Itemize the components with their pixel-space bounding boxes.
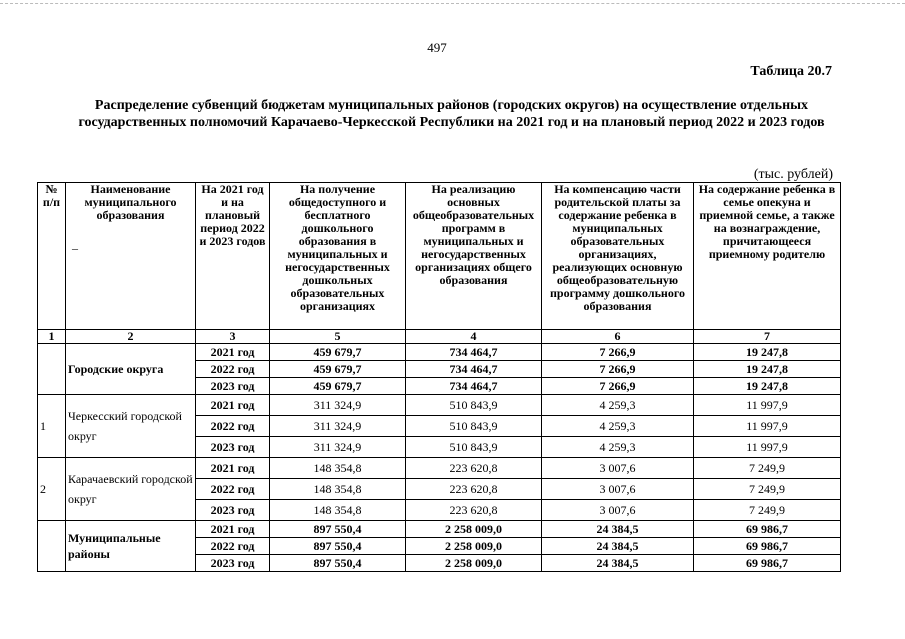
value-col5: 459 679,7	[270, 344, 406, 361]
value-col5: 311 324,9	[270, 416, 406, 437]
row-number: 1	[38, 395, 66, 458]
value-col7: 7 249,9	[694, 500, 841, 521]
year-cell: 2023 год	[196, 500, 270, 521]
table-row	[38, 344, 841, 361]
value-col4: 734 464,7	[406, 378, 542, 395]
document-title: Распределение субвенций бюджетам муниципальных районов (городских округов) на осуществление отдельных государственных полномочий Карачаево-Черкесской Республики на 2021 год и на плановый период 2022 и 2023 годов	[78, 98, 825, 130]
value-col7: 7 249,9	[694, 458, 841, 479]
header-col7: На содержание ребенка в семье опекуна и приемной семье, а также на вознаграждение, причитающееся приемному родителю	[694, 183, 841, 330]
year-cell: 2021 год	[196, 521, 270, 538]
table-row	[38, 458, 841, 479]
column-number: 6	[542, 330, 694, 344]
value-col6: 7 266,9	[542, 344, 694, 361]
value-col7: 19 247,8	[694, 378, 841, 395]
value-col4: 734 464,7	[406, 361, 542, 378]
value-col5: 459 679,7	[270, 378, 406, 395]
value-col5: 148 354,8	[270, 479, 406, 500]
year-cell: 2021 год	[196, 344, 270, 361]
municipality-name: Городские округа	[66, 344, 196, 395]
value-col7: 19 247,8	[694, 361, 841, 378]
year-cell: 2021 год	[196, 395, 270, 416]
value-col7: 69 986,7	[694, 521, 841, 538]
value-col6: 24 384,5	[542, 521, 694, 538]
value-col4: 223 620,8	[406, 458, 542, 479]
value-col5: 148 354,8	[270, 500, 406, 521]
value-col6: 24 384,5	[542, 555, 694, 572]
value-col6: 7 266,9	[542, 378, 694, 395]
year-cell: 2021 год	[196, 458, 270, 479]
units-label: (тыс. рублей)	[753, 167, 833, 182]
header-row	[38, 183, 841, 330]
value-col7: 11 997,9	[694, 416, 841, 437]
value-col5: 459 679,7	[270, 361, 406, 378]
value-col7: 11 997,9	[694, 437, 841, 458]
header-num: № п/п	[38, 183, 66, 330]
value-col6: 3 007,6	[542, 479, 694, 500]
year-cell: 2022 год	[196, 361, 270, 378]
value-col4: 2 258 009,0	[406, 521, 542, 538]
value-col4: 734 464,7	[406, 344, 542, 361]
year-cell: 2023 год	[196, 378, 270, 395]
value-col6: 4 259,3	[542, 416, 694, 437]
value-col6: 3 007,6	[542, 500, 694, 521]
value-col5: 897 550,4	[270, 555, 406, 572]
value-col6: 7 266,9	[542, 361, 694, 378]
column-number: 7	[694, 330, 841, 344]
row-number	[38, 521, 66, 572]
value-col7: 69 986,7	[694, 555, 841, 572]
top-border-line	[0, 3, 905, 4]
municipality-name: Карачаевский городской округ	[66, 458, 196, 521]
municipality-name: Муниципальные районы	[66, 521, 196, 572]
header-col6: На компенсацию части родительской платы за содержание ребенка в муниципальных образовательных организациях, реализующих основную общеобразовательную программу дошкольного образования	[542, 183, 694, 330]
year-cell: 2023 год	[196, 555, 270, 572]
value-col5: 897 550,4	[270, 521, 406, 538]
table-row	[38, 395, 841, 416]
column-number: 1	[38, 330, 66, 344]
year-cell: 2023 год	[196, 437, 270, 458]
value-col7: 11 997,9	[694, 395, 841, 416]
page-number: 497	[427, 40, 447, 55]
header-name-text: Наименование муниципального образования	[84, 182, 177, 222]
header-period: На 2021 год и на плановый период 2022 и 2023 годов	[196, 183, 270, 330]
value-col4: 2 258 009,0	[406, 538, 542, 555]
value-col4: 510 843,9	[406, 437, 542, 458]
value-col4: 223 620,8	[406, 500, 542, 521]
table-row	[38, 521, 841, 538]
value-col6: 24 384,5	[542, 538, 694, 555]
header-name	[66, 183, 196, 330]
value-col4: 510 843,9	[406, 395, 542, 416]
subventions-table	[37, 182, 841, 572]
column-number: 4	[406, 330, 542, 344]
year-cell: 2022 год	[196, 538, 270, 555]
value-col7: 69 986,7	[694, 538, 841, 555]
year-cell: 2022 год	[196, 416, 270, 437]
value-col5: 311 324,9	[270, 395, 406, 416]
value-col7: 7 249,9	[694, 479, 841, 500]
value-col6: 3 007,6	[542, 458, 694, 479]
column-number: 3	[196, 330, 270, 344]
value-col4: 510 843,9	[406, 416, 542, 437]
value-col4: 2 258 009,0	[406, 555, 542, 572]
row-number: 2	[38, 458, 66, 521]
header-name-mark: –	[72, 241, 78, 255]
column-number-row	[38, 330, 841, 344]
value-col7: 19 247,8	[694, 344, 841, 361]
column-number: 2	[66, 330, 196, 344]
municipality-name: Черкесский городской округ	[66, 395, 196, 458]
value-col4: 223 620,8	[406, 479, 542, 500]
year-cell: 2022 год	[196, 479, 270, 500]
value-col6: 4 259,3	[542, 395, 694, 416]
value-col5: 311 324,9	[270, 437, 406, 458]
header-col4: На реализацию основных общеобразовательных программ в муниципальных и негосударственных организациях общего образования	[406, 183, 542, 330]
row-number	[38, 344, 66, 395]
header-col5: На получение общедоступного и бесплатного дошкольного образования в муниципальных и негосударственных дошкольных образовательных организациях	[270, 183, 406, 330]
table-number: Таблица 20.7	[750, 64, 832, 79]
value-col5: 897 550,4	[270, 538, 406, 555]
value-col5: 148 354,8	[270, 458, 406, 479]
column-number: 5	[270, 330, 406, 344]
value-col6: 4 259,3	[542, 437, 694, 458]
